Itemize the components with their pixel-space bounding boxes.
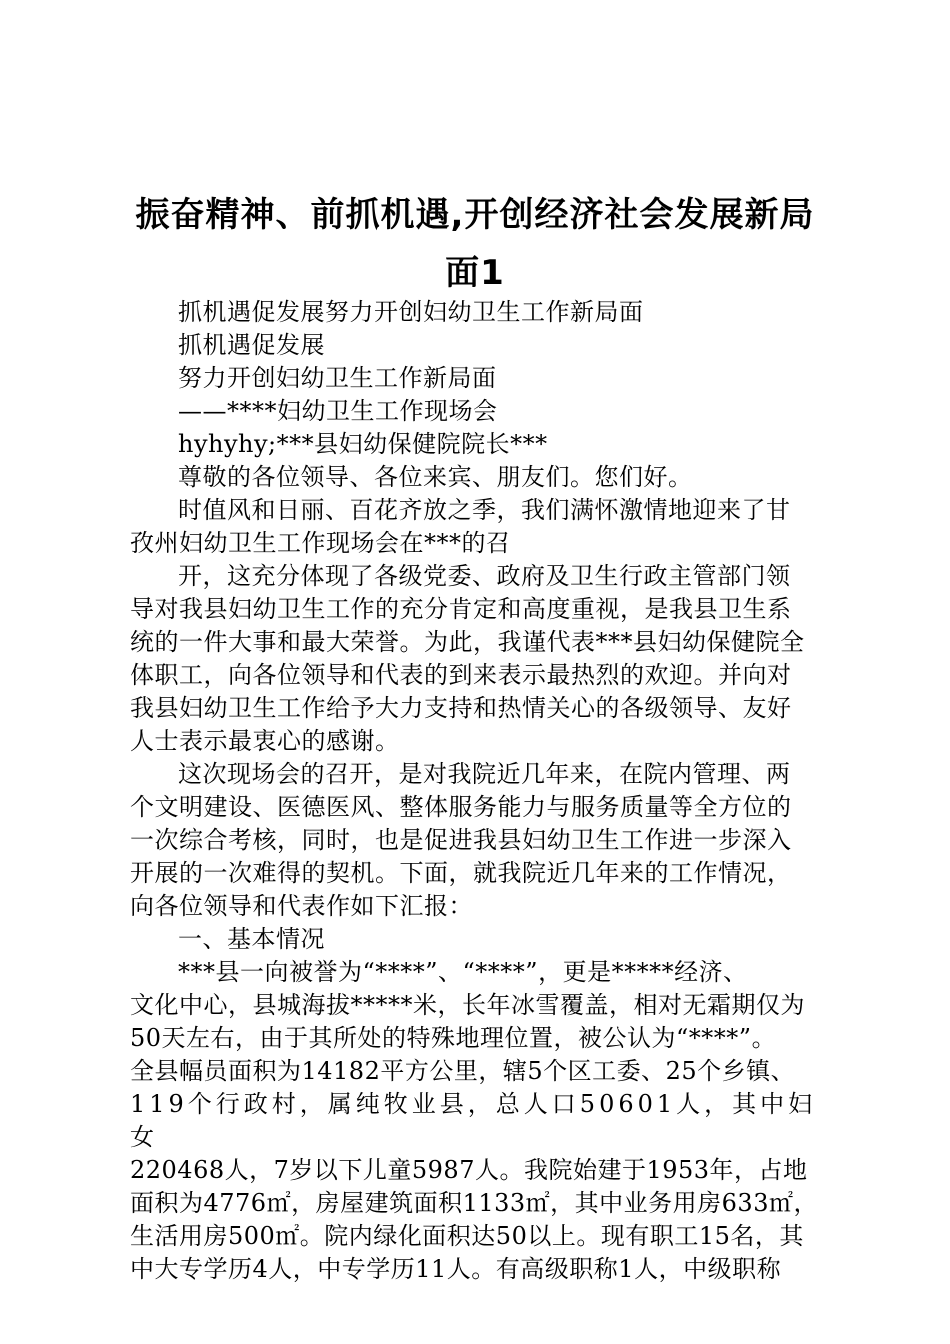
para3-line: 开展的一次难得的契机。下面，就我院近几年来的工作情况， (130, 859, 792, 887)
para4-line: 文化中心，县城海拔*****米，长年冰雪覆盖，相对无霜期仅为 (130, 991, 805, 1019)
para1-line: 时值风和日丽、百花齐放之季，我们满怀激情地迎来了甘 (178, 496, 791, 524)
para1-line: 孜州妇幼卫生工作现场会在***的召 (130, 529, 511, 557)
para4-line: 中大专学历4人，中专学历11人。有高级职称1人，中级职称 (130, 1255, 782, 1283)
para3-line: 个文明建设、医德医风、整体服务能力与服务质量等全方位的 (130, 793, 792, 821)
para2-line: 人士表示最衷心的感谢。 (130, 727, 400, 755)
para4-line: 50天左右，由于其所处的特殊地理位置，被公认为“****”。 (130, 1024, 777, 1052)
para2-line: 导对我县妇幼卫生工作的充分肯定和高度重视，是我县卫生系 (130, 595, 792, 623)
para4-line: 面积为4776㎡，房屋建筑面积1133㎡，其中业务用房633㎡， (130, 1189, 818, 1217)
para3-line: 向各位领导和代表作如下汇报： (130, 892, 473, 920)
greeting: 尊敬的各位领导、各位来宾、朋友们。您们好。 (178, 463, 693, 491)
title-line-1: 振奋精神、前抓机遇,开创经济社会发展新局 (135, 195, 815, 235)
document-body (130, 296, 830, 1286)
para2-line: 我县妇幼卫生工作给予大力支持和热情关心的各级领导、友好 (130, 694, 792, 722)
para3-line: 一次综合考核，同时，也是促进我县妇幼卫生工作进一步深入 (130, 826, 792, 854)
para3-line: 这次现场会的召开，是对我院近几年来，在院内管理、两 (178, 760, 791, 788)
sub-line-a: 抓机遇促发展 (178, 331, 325, 359)
title-line-2: 面1 (445, 253, 505, 293)
para2-line: 体职工，向各位领导和代表的到来表示最热烈的欢迎。并向对 (130, 661, 792, 689)
para4-line: 220468人，7岁以下儿童5987人。我院始建于1953年，占地 (130, 1156, 808, 1184)
para4-line: 119个行政村，属纯牧业县，总人口50601人，其中妇女 (130, 1090, 817, 1151)
para4-line: ***县一向被誉为“****”、“****”，更是*****经济、 (178, 958, 748, 986)
sub-line-b: 努力开创妇幼卫生工作新局面 (178, 364, 497, 392)
para4-line: 全县幅员面积为14182平方公里，辖5个区工委、25个乡镇、 (130, 1057, 796, 1085)
section-heading: 一、基本情况 (178, 925, 325, 953)
sub-line-c: ——****妇幼卫生工作现场会 (178, 397, 498, 425)
para2-line: 开，这充分体现了各级党委、政府及卫生行政主管部门领 (178, 562, 791, 590)
para4-line: 生活用房500㎡。院内绿化面积达50以上。现有职工15名，其 (130, 1222, 804, 1250)
subtitle: 抓机遇促发展努力开创妇幼卫生工作新局面 (178, 298, 644, 326)
document-title (120, 186, 830, 302)
speaker-line: hyhyhy;***县妇幼保健院院长*** (178, 430, 548, 458)
para2-line: 统的一件大事和最大荣誉。为此，我谨代表***县妇幼保健院全 (130, 628, 805, 656)
